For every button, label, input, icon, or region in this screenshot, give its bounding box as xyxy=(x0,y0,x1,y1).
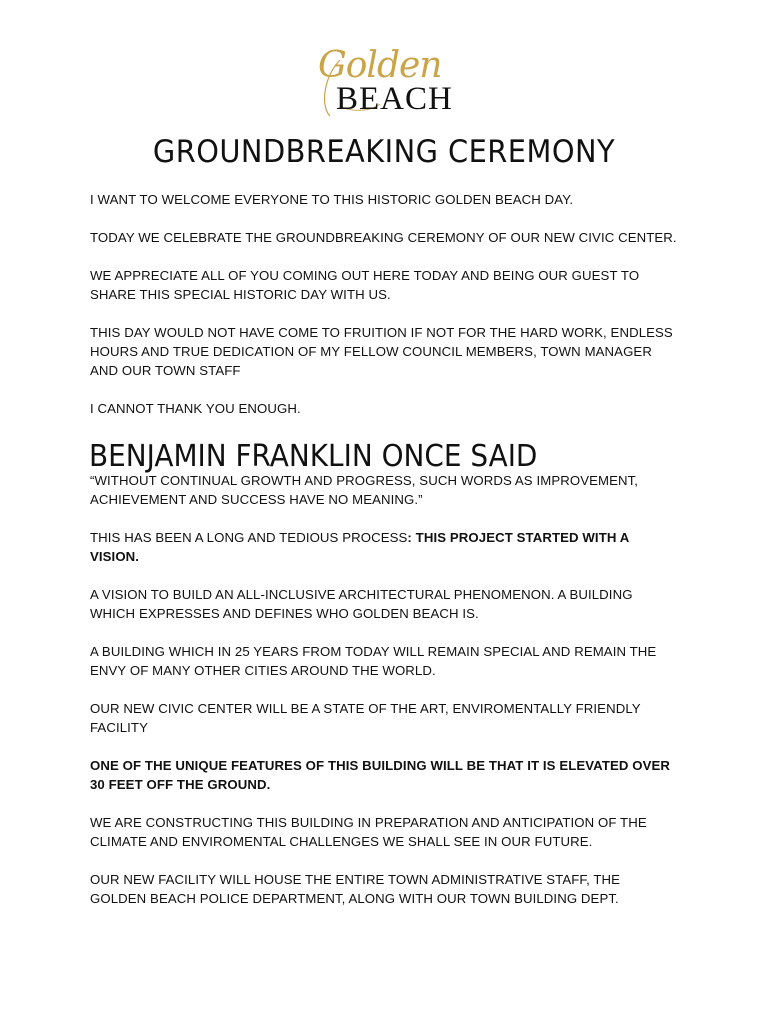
quote: “WITHOUT CONTINUAL GROWTH AND PROGRESS, SUCH WORDS AS IMPROVEMENT, ACHIEVEMENT AND SUCCESS HAVE NO MEANING.” xyxy=(90,473,639,507)
paragraph: WE APPRECIATE ALL OF YOU COMING OUT HERE TODAY AND BEING OUR GUEST TO SHARE THIS SPECIAL HISTORIC DAY WITH US. xyxy=(90,268,640,302)
logo-beach-text: BEACH xyxy=(336,81,453,117)
paragraph: A VISION TO BUILD AN ALL-INCLUSIVE ARCHITECTURAL PHENOMENON. A BUILDING WHICH EXPRESSES AND DEFINES WHO GOLDEN BEACH IS. xyxy=(90,587,633,621)
bold-paragraph-text: ONE OF THE UNIQUE FEATURES OF THIS BUILDING WILL BE THAT IT IS ELEVATED OVER 30 FEET OFF THE GROUND. xyxy=(90,758,671,792)
process-bold-text: : THIS PROJECT STARTED WITH A VISION. xyxy=(90,530,629,564)
golden-beach-logo xyxy=(310,46,460,120)
logo-script-text: Golden xyxy=(318,45,442,86)
paragraph: TODAY WE CELEBRATE THE GROUNDBREAKING CEREMONY OF OUR NEW CIVIC CENTER. xyxy=(90,230,677,245)
process-text: THIS HAS BEEN A LONG AND TEDIOUS PROCESS xyxy=(90,530,408,545)
paragraph: WE ARE CONSTRUCTING THIS BUILDING IN PREPARATION AND ANTICIPATION OF THE CLIMATE AND ENVIROMENTAL CHALLENGES WE SHALL SEE IN OUR FUTURE. xyxy=(90,815,647,849)
document-body xyxy=(90,190,680,927)
paragraph: I WANT TO WELCOME EVERYONE TO THIS HISTORIC GOLDEN BEACH DAY. xyxy=(90,192,574,207)
paragraph: I CANNOT THANK YOU ENOUGH. xyxy=(90,401,301,416)
page-title: GROUNDBREAKING CEREMONY xyxy=(152,134,616,170)
paragraph-process xyxy=(90,528,680,566)
paragraph: THIS DAY WOULD NOT HAVE COME TO FRUITION IF NOT FOR THE HARD WORK, ENDLESS HOURS AND TRUE DEDICATION OF MY FELLOW COUNCIL MEMBERS, TOWN MANAGER AND OUR TOWN STAFF xyxy=(90,325,673,378)
paragraph: OUR NEW FACILITY WILL HOUSE THE ENTIRE TOWN ADMINISTRATIVE STAFF, THE GOLDEN BEACH POLICE DEPARTMENT, ALONG WITH OUR TOWN BUILDING DEPT. xyxy=(90,872,621,906)
bold-paragraph xyxy=(90,756,680,794)
paragraph: OUR NEW CIVIC CENTER WILL BE A STATE OF THE ART, ENVIROMENTALLY FRIENDLY FACILITY xyxy=(90,701,641,735)
paragraph: A BUILDING WHICH IN 25 YEARS FROM TODAY WILL REMAIN SPECIAL AND REMAIN THE ENVY OF MANY OTHER CITIES AROUND THE WORLD. xyxy=(90,644,657,678)
section-heading: BENJAMIN FRANKLIN ONCE SAID xyxy=(89,439,538,474)
